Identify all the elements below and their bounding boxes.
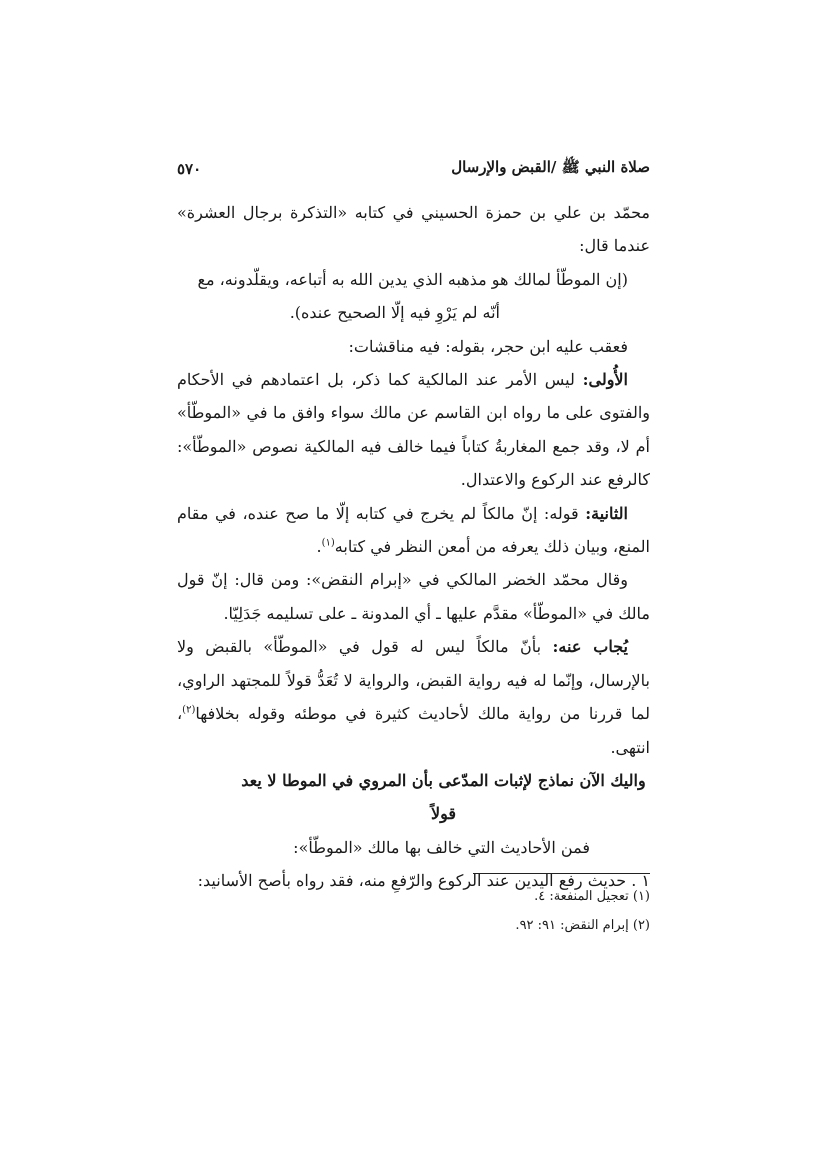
answer-label: يُجاب عنه: xyxy=(552,637,628,657)
running-header xyxy=(177,156,650,182)
answer-text: بأنّ مالكاً ليس له قول في «الموطّأ» بالقبض ولا بالإرسال، وإنّما له فيه رواية القبض، والرواية لا تُعَدُّ قولاً للمجتهد الراوي، لما قررنا من رواية مالك لأحاديث كثيرة في موطئه وقوله بخلافها xyxy=(177,637,650,724)
footnote-2: (٢) إبرام النقض: ٩١: ٩٢. xyxy=(515,918,650,933)
list-item-1: ١ . حديث رفع اليدين عند الركوع والرّفعِ منه، فقد رواه بأصح الأسانيد: xyxy=(197,871,650,891)
main-text xyxy=(177,196,650,898)
paragraph-hadith-intro: فمن الأحاديث التي خالف بها مالك «الموطّأ»: xyxy=(293,837,590,857)
section-heading: واليك الآن نماذج لإثبات المدّعى بأن المروي في الموطا لا يعد قولاً xyxy=(241,770,646,824)
quote-line-1: (إن الموطّأ لمالك هو مذهبه الذي يدين الله به أتباعه، ويقلّدونه، مع xyxy=(197,269,628,289)
footnote-separator xyxy=(473,873,650,874)
footnotes xyxy=(177,882,650,940)
footnote-ref-1[interactable]: (١) xyxy=(321,537,335,549)
quote-line-2: أنّه لم يَرْوِ فيه إلّا الصحيح عنده). xyxy=(289,303,500,323)
paragraph-khidr: وقال محمّد الخضر المالكي في «إبرام النقض»: ومن قال: إنّ قول مالك في «الموطّأ» مقدَّم عليها ـ أي المدونة ـ على تسليمه جَدَلِيّا. xyxy=(177,570,650,623)
paragraph-ibn-hajar: فعقب عليه ابن حجر، بقوله: فيه مناقشات: xyxy=(348,336,628,356)
paragraph-first-point xyxy=(177,363,650,497)
second-point-text: قوله: إنّ مالكاً لم يخرج في كتابه إلّا ما صح عنده، في مقام المنع، وبيان ذلك يعرفه من أمعن النظر في كتابه xyxy=(177,503,650,557)
first-point-text: ليس الأمر عند المالكية كما ذكر، بل اعتمادهم في الأحكام والفتوى على ما رواه ابن القاسم عن مالك سواء وافق ما في «الموطّأ» أم لا، وقد جمع المغاربةُ كتاباً فيما خالف فيه المالكية نصوص «الموطّأ»: كالرفع عند الركوع والاعتدال. xyxy=(177,370,651,490)
paragraph-intro: محمّد بن علي بن حمزة الحسيني في كتابه «التذكرة برجال العشرة» عندما قال: xyxy=(177,203,650,256)
paragraph-second-point xyxy=(177,497,650,564)
answer-end: ، انتهى. xyxy=(177,704,650,757)
page-number: ٥٧٠ xyxy=(177,160,202,178)
paragraph-answer xyxy=(177,630,650,764)
footnote-1: (١) تعجيل المنفعة: ٤. xyxy=(534,889,650,904)
second-point-label: الثانية: xyxy=(585,503,628,523)
second-point-end: . xyxy=(316,537,322,557)
footnote-ref-2[interactable]: (٢) xyxy=(182,704,196,716)
first-point-label: الأُولى: xyxy=(582,370,628,390)
header-title: صلاة النبي ﷺ /القبض والإرسال xyxy=(451,158,650,176)
